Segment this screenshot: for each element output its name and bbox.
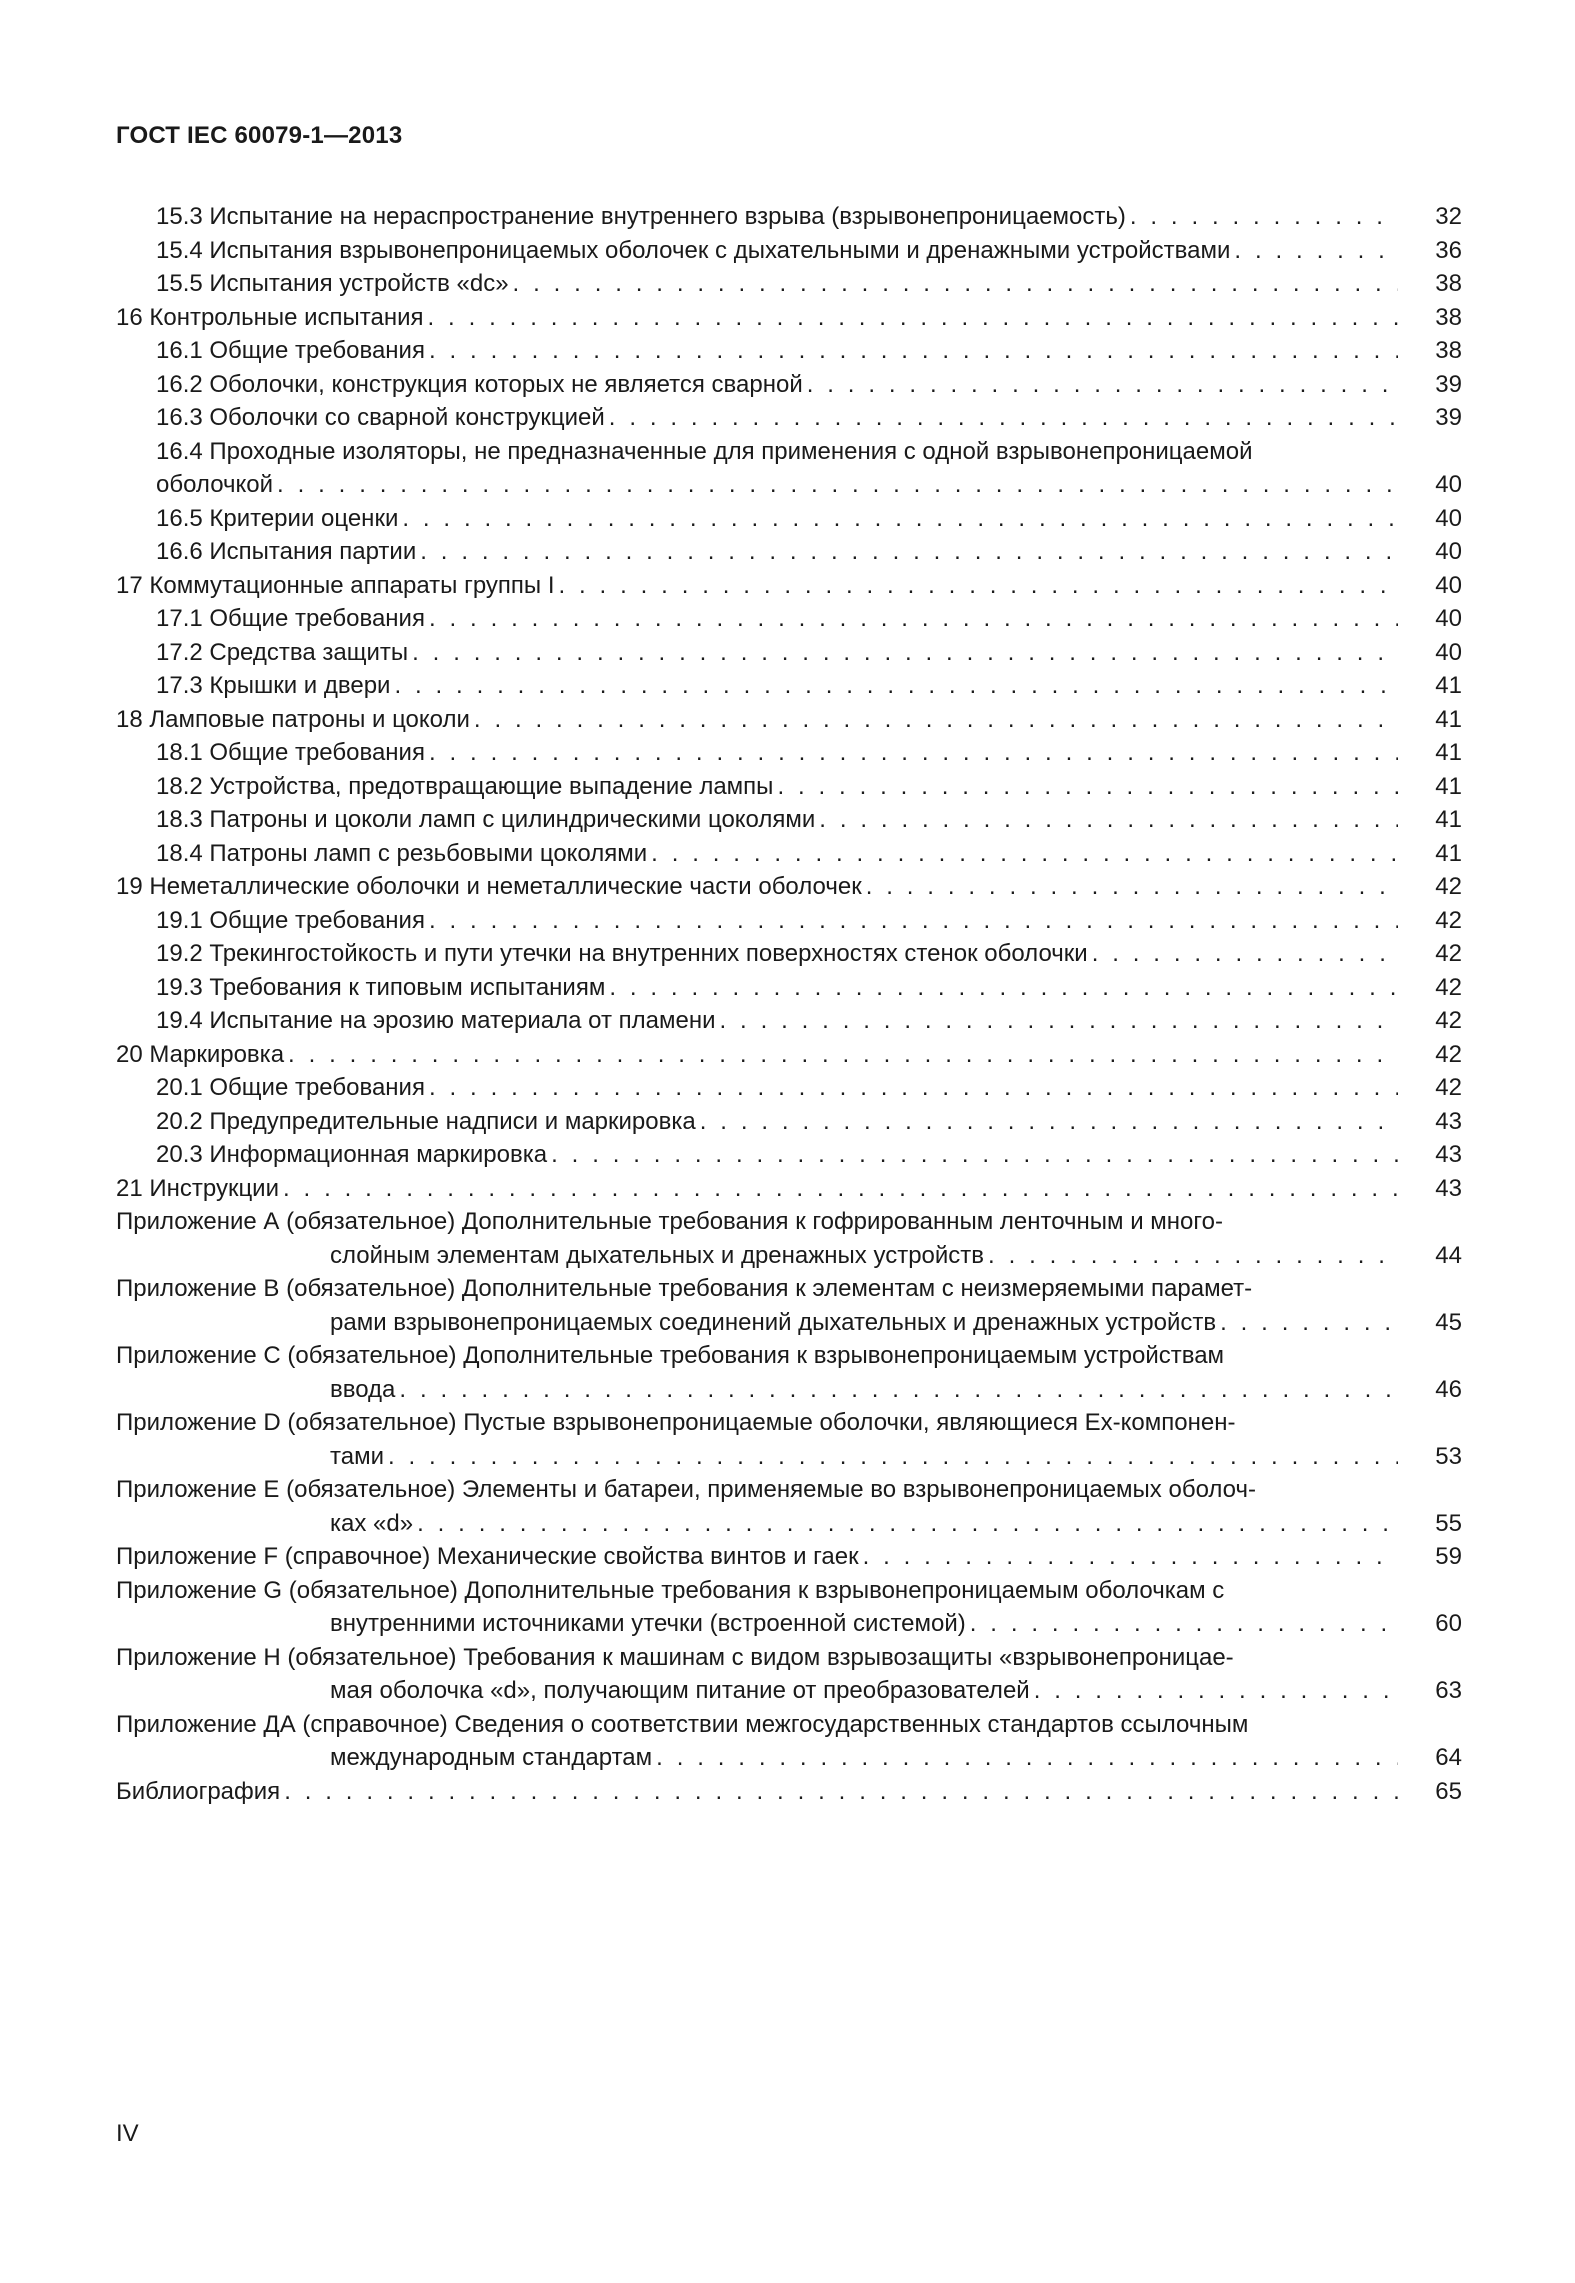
toc-entry-title: 18.2 Устройства, предотвращающие выпадение лампы	[156, 772, 774, 800]
toc-entry-page: 42	[1435, 973, 1462, 1001]
dot-leader	[412, 636, 1398, 670]
toc-entry-title: 21 Инструкции	[116, 1174, 279, 1202]
toc-entry	[116, 1440, 1462, 1474]
toc-entry-page: 38	[1435, 270, 1462, 297]
toc-entry-title: Приложение В (обязательное) Дополнительные требования к элементам с неизмеряемыми парамет-	[116, 1275, 1253, 1302]
toc-entry	[116, 334, 1462, 368]
toc-entry-page: 42	[1435, 1074, 1462, 1101]
toc-entry	[116, 1138, 1462, 1172]
toc-entry-page: 43	[1435, 1174, 1462, 1202]
toc-entry	[116, 837, 1462, 871]
toc-entry	[116, 1272, 1462, 1306]
toc-entry-page: 53	[1435, 1442, 1462, 1470]
dot-leader	[402, 502, 1398, 536]
toc-entry	[116, 770, 1462, 804]
toc-entry	[116, 502, 1462, 536]
dot-leader	[651, 837, 1398, 871]
toc-entry	[116, 1239, 1462, 1273]
toc-entry-title: 19.4 Испытание на эрозию материала от пламени	[156, 1007, 716, 1034]
toc-entry-page: 44	[1435, 1241, 1462, 1269]
toc-entry-title: Приложение Е (обязательное) Элементы и батареи, применяемые во взрывонепроницаемых оболоч-	[116, 1476, 1256, 1503]
toc-entry-page: 40	[1435, 504, 1462, 532]
document-header: ГОСТ IEC 60079-1—2013	[116, 122, 403, 149]
dot-leader	[428, 301, 1398, 335]
dot-leader	[970, 1607, 1398, 1641]
toc-entry	[116, 736, 1462, 770]
toc-entry-title: Приложение D (обязательное) Пустые взрывонепроницаемые оболочки, являющиеся Ex-компонен-	[116, 1409, 1236, 1436]
toc-entry-title: тами	[330, 1442, 384, 1470]
toc-entry-page: 40	[1435, 538, 1462, 565]
toc-entry	[116, 1038, 1462, 1072]
toc-entry-title: 18.1 Общие требования	[156, 739, 425, 766]
toc-entry-title: 20.2 Предупредительные надписи и маркировка	[156, 1107, 696, 1135]
toc-entry	[116, 971, 1462, 1005]
toc-entry-page: 42	[1435, 906, 1462, 934]
toc-entry	[116, 937, 1462, 971]
dot-leader	[284, 1775, 1398, 1809]
toc-entry-title: 16.6 Испытания партии	[156, 538, 417, 565]
toc-entry	[116, 1473, 1462, 1507]
dot-leader	[1220, 1306, 1398, 1340]
toc-entry-title: 20.3 Информационная маркировка	[156, 1141, 548, 1168]
toc-entry-title: мая оболочка «d», получающим питание от преобразователей	[330, 1677, 1030, 1704]
toc-entry	[116, 1607, 1462, 1641]
toc-entry	[116, 803, 1462, 837]
toc-entry-title: Приложение С (обязательное) Дополнительные требования к взрывонепроницаемым устройствам	[116, 1342, 1225, 1369]
toc-entry	[116, 301, 1462, 335]
toc-entry-page: 65	[1435, 1777, 1462, 1805]
toc-entry-title: рами взрывонепроницаемых соединений дыхательных и дренажных устройств	[330, 1308, 1217, 1336]
dot-leader	[429, 736, 1398, 770]
page-number: IV	[116, 2120, 139, 2147]
toc-entry-title: 17 Коммутационные аппараты группы I	[116, 571, 555, 599]
dot-leader	[399, 1373, 1398, 1407]
toc-entry-title: 20 Маркировка	[116, 1040, 285, 1068]
toc-entry	[116, 1674, 1462, 1708]
dot-leader	[429, 904, 1398, 938]
toc-entry	[116, 468, 1462, 502]
toc-entry	[116, 569, 1462, 603]
dot-leader	[866, 870, 1398, 904]
toc-entry-title: 15.4 Испытания взрывонепроницаемых оболочек с дыхательными и дренажными устройствами	[156, 236, 1231, 264]
toc-entry-page: 39	[1435, 404, 1462, 431]
dot-leader	[513, 267, 1398, 301]
toc-entry-page: 43	[1435, 1141, 1462, 1168]
toc-entry-title: оболочкой	[156, 471, 274, 498]
toc-entry	[116, 703, 1462, 737]
toc-entry-page: 42	[1435, 1007, 1462, 1034]
toc-entry-title: 16.3 Оболочки со сварной конструкцией	[156, 404, 605, 431]
toc-entry	[116, 1406, 1462, 1440]
toc-entry	[116, 870, 1462, 904]
toc-entry-title: внутренними источниками утечки (встроенной системой)	[330, 1610, 966, 1637]
toc-entry-title: 16.1 Общие требования	[156, 337, 425, 364]
dot-leader	[283, 1172, 1398, 1206]
dot-leader	[1234, 234, 1398, 268]
toc-entry-page: 40	[1435, 571, 1462, 599]
toc-entry-page: 38	[1435, 303, 1462, 331]
toc-entry-page: 40	[1435, 638, 1462, 666]
toc-entry-title: 19.1 Общие требования	[156, 906, 425, 934]
toc-entry	[116, 1507, 1462, 1541]
dot-leader	[429, 1071, 1398, 1105]
toc-entry-title: 17.2 Средства защиты	[156, 638, 409, 666]
toc-entry	[116, 1574, 1462, 1608]
toc-entry-title: Приложение ДА (справочное) Сведения о соответствии межгосударственных стандартов ссылочным	[116, 1710, 1249, 1738]
toc-entry-title: 16.2 Оболочки, конструкция которых не является сварной	[156, 370, 803, 398]
toc-entry	[116, 368, 1462, 402]
dot-leader	[429, 334, 1398, 368]
toc-entry	[116, 200, 1462, 234]
toc-entry-title: Приложение Н (обязательное) Требования к машинам с видом взрывозащиты «взрывонепроницае-	[116, 1643, 1234, 1671]
dot-leader	[558, 569, 1398, 603]
dot-leader	[807, 368, 1398, 402]
dot-leader	[819, 803, 1398, 837]
toc-entry-title: ввода	[330, 1375, 396, 1403]
toc-entry-title: слойным элементам дыхательных и дренажных устройств	[330, 1241, 985, 1269]
toc-entry-title: международным стандартам	[330, 1744, 653, 1771]
toc-entry	[116, 1373, 1462, 1407]
dot-leader	[394, 669, 1398, 703]
dot-leader	[429, 602, 1398, 636]
toc-entry-title: 16 Контрольные испытания	[116, 303, 424, 331]
toc-entry-title: 18.4 Патроны ламп с резьбовыми цоколями	[156, 839, 648, 867]
toc-entry	[116, 636, 1462, 670]
dot-leader	[988, 1239, 1398, 1273]
toc-entry	[116, 1540, 1462, 1574]
toc-entry-title: Приложение F (справочное) Механические свойства винтов и гаек	[116, 1543, 859, 1570]
dot-leader	[277, 468, 1398, 502]
toc-entry-page: 41	[1435, 705, 1462, 733]
toc-entry-title: 16.5 Критерии оценки	[156, 504, 399, 532]
dot-leader	[288, 1038, 1398, 1072]
toc-entry-page: 64	[1435, 1744, 1462, 1771]
toc-entry-page: 41	[1435, 839, 1462, 867]
toc-entry-title: Приложение А (обязательное) Дополнительные требования к гофрированным ленточным и много-	[116, 1208, 1223, 1235]
table-of-contents	[116, 200, 1462, 1808]
dot-leader	[700, 1105, 1398, 1139]
dot-leader	[474, 703, 1398, 737]
toc-entry-title: ках «d»	[330, 1509, 414, 1537]
toc-entry	[116, 234, 1462, 268]
toc-entry	[116, 1741, 1462, 1775]
toc-entry-title: 17.3 Крышки и двери	[156, 672, 391, 699]
toc-entry-page: 60	[1435, 1610, 1462, 1637]
toc-entry-title: 15.3 Испытание на нераспространение внутреннего взрыва (взрывонепроницаемость)	[156, 203, 1126, 230]
toc-entry	[116, 1071, 1462, 1105]
dot-leader	[863, 1540, 1398, 1574]
dot-leader	[1034, 1674, 1398, 1708]
toc-entry	[116, 904, 1462, 938]
toc-entry-page: 40	[1435, 471, 1462, 498]
toc-entry-page: 40	[1435, 605, 1462, 632]
toc-entry	[116, 1641, 1462, 1675]
toc-entry	[116, 535, 1462, 569]
dot-leader	[1130, 200, 1398, 234]
toc-entry-page: 43	[1435, 1107, 1462, 1135]
toc-entry-title: 18.3 Патроны и цоколи ламп с цилиндрическими цоколями	[156, 806, 816, 833]
toc-entry-title: 16.4 Проходные изоляторы, не предназначенные для применения с одной взрывонепроницаемой	[156, 437, 1253, 465]
toc-entry-page: 36	[1435, 236, 1462, 264]
toc-entry	[116, 1708, 1462, 1742]
dot-leader	[1092, 937, 1398, 971]
dot-leader	[417, 1507, 1398, 1541]
toc-entry-page: 41	[1435, 672, 1462, 699]
toc-entry-title: 20.1 Общие требования	[156, 1074, 425, 1101]
toc-entry-page: 42	[1435, 940, 1462, 967]
toc-entry-title: 17.1 Общие требования	[156, 605, 425, 632]
dot-leader	[777, 770, 1398, 804]
toc-entry	[116, 1775, 1462, 1809]
dot-leader	[720, 1004, 1399, 1038]
toc-entry-title: 19.2 Трекингостойкость и пути утечки на внутренних поверхностях стенок оболочки	[156, 940, 1088, 967]
dot-leader	[420, 535, 1398, 569]
toc-entry	[116, 602, 1462, 636]
toc-entry-page: 41	[1435, 739, 1462, 766]
dot-leader	[609, 971, 1398, 1005]
toc-entry-page: 63	[1435, 1677, 1462, 1704]
toc-entry	[116, 401, 1462, 435]
toc-entry-page: 41	[1435, 772, 1462, 800]
dot-leader	[388, 1440, 1398, 1474]
toc-entry-page: 59	[1435, 1543, 1462, 1570]
toc-entry-title: 18 Ламповые патроны и цоколи	[116, 705, 470, 733]
toc-entry-page: 42	[1435, 1040, 1462, 1068]
toc-entry	[116, 669, 1462, 703]
toc-entry	[116, 1339, 1462, 1373]
dot-leader	[609, 401, 1398, 435]
toc-entry-page: 46	[1435, 1375, 1462, 1403]
toc-entry	[116, 435, 1462, 469]
toc-entry-title: 15.5 Испытания устройств «dc»	[156, 270, 509, 297]
toc-entry-page: 39	[1435, 370, 1462, 398]
toc-entry-page: 38	[1435, 337, 1462, 364]
toc-entry	[116, 1172, 1462, 1206]
toc-entry-page: 41	[1435, 806, 1462, 833]
toc-entry-title: 19 Неметаллические оболочки и неметаллические части оболочек	[116, 873, 862, 900]
dot-leader	[656, 1741, 1398, 1775]
toc-entry	[116, 1205, 1462, 1239]
toc-entry-title: 19.3 Требования к типовым испытаниям	[156, 973, 606, 1001]
toc-entry-page: 45	[1435, 1308, 1462, 1336]
toc-entry-title: Приложение G (обязательное) Дополнительные требования к взрывонепроницаемым оболочкам с	[116, 1576, 1225, 1604]
toc-entry	[116, 1004, 1462, 1038]
toc-entry	[116, 1105, 1462, 1139]
dot-leader	[551, 1138, 1398, 1172]
toc-entry	[116, 1306, 1462, 1340]
toc-entry-page: 32	[1435, 203, 1462, 230]
toc-entry-title: Библиография	[116, 1777, 281, 1805]
toc-entry-page: 55	[1435, 1509, 1462, 1537]
toc-entry	[116, 267, 1462, 301]
toc-entry-page: 42	[1435, 873, 1462, 900]
